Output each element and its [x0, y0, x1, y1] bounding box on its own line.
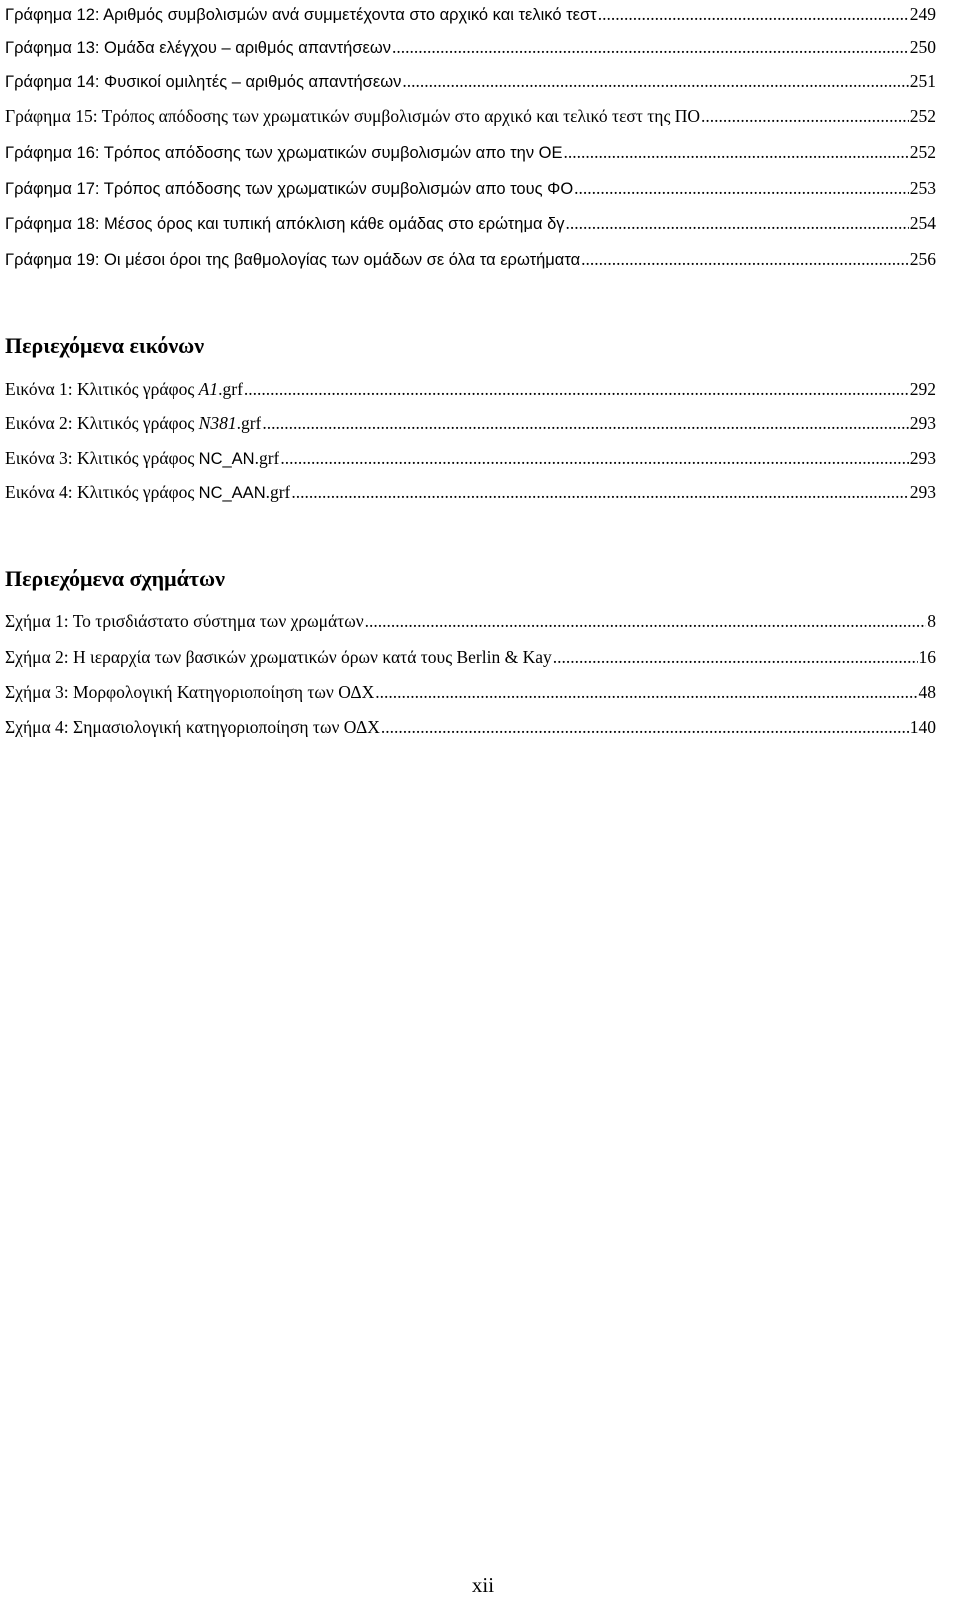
toc-entry-page: 251	[909, 71, 936, 91]
toc-entry-figure-2[interactable]	[5, 645, 936, 669]
image-label-prefix: Εικόνα 2: Κλιτικός γράφος	[5, 413, 199, 433]
toc-entry-label	[5, 411, 261, 435]
dot-leader	[581, 247, 909, 271]
toc-entry-page: 292	[909, 379, 936, 399]
toc-entry-label: Γράφημα 19: Οι μέσοι όροι της βαθμολογίας των ομάδων σε όλα τα ερωτήματα	[5, 251, 581, 269]
toc-entry-label: Σχήμα 4: Σημασιολογική κατηγοριοποίηση των ΟΔΧ	[5, 717, 380, 737]
dot-leader	[291, 480, 908, 504]
toc-entry-figure-3[interactable]	[5, 680, 936, 704]
dot-leader	[574, 176, 909, 200]
toc-entry-label: Σχήμα 3: Μορφολογική Κατηγοριοποίηση των ΟΔΧ	[5, 682, 375, 702]
toc-entry-page: 254	[909, 213, 936, 233]
toc-entry-page: 252	[909, 142, 936, 162]
toc-entry-page: 293	[909, 413, 936, 433]
toc-entry-chart-16[interactable]	[5, 140, 936, 164]
dot-leader	[365, 609, 927, 633]
image-file-name: N381	[198, 413, 237, 433]
dot-leader	[553, 645, 918, 669]
image-label-prefix: Εικόνα 3: Κλιτικός γράφος	[5, 448, 199, 468]
toc-entry-label: Γράφημα 17: Τρόπος απόδοσης των χρωματικών συμβολισμών απο τους ΦΟ	[5, 180, 574, 198]
toc-entry-page: 249	[909, 4, 936, 24]
images-section-heading: Περιεχόμενα εικόνων	[5, 333, 205, 358]
dot-leader	[392, 35, 909, 59]
image-label-prefix: Εικόνα 4: Κλιτικός γράφος	[5, 482, 199, 502]
toc-entry-label	[5, 446, 279, 471]
toc-entry-label	[5, 480, 290, 505]
toc-entry-chart-12[interactable]	[5, 2, 936, 26]
toc-entry-image-2[interactable]	[5, 411, 936, 435]
image-file-name: A1	[198, 379, 219, 399]
dot-leader	[564, 140, 909, 164]
dot-leader	[598, 2, 909, 26]
toc-entry-image-4[interactable]	[5, 480, 936, 504]
toc-entry-label: Γράφημα 16: Τρόπος απόδοσης των χρωματικών συμβολισμών απο την ΟΕ	[5, 144, 563, 162]
toc-entry-page: 253	[909, 178, 936, 198]
dot-leader	[701, 104, 909, 128]
toc-entry-label: Γράφημα 12: Αριθμός συμβολισμών ανά συμμετέχοντα στο αρχικό και τελικό τεστ	[5, 6, 597, 24]
toc-entry-image-3[interactable]	[5, 446, 936, 470]
toc-entry-chart-17[interactable]	[5, 176, 936, 200]
toc-entry-label: Γράφημα 18: Μέσος όρος και τυπική απόκλιση κάθε ομάδας στο ερώτημα δγ	[5, 215, 565, 233]
image-file-name: NC_AN	[198, 450, 255, 468]
toc-entry-label: Γράφημα 14: Φυσικοί ομιλητές – αριθμός απαντήσεων	[5, 73, 402, 91]
toc-entry-chart-19[interactable]	[5, 247, 936, 271]
toc-entry-label: Γράφημα 13: Ομάδα ελέγχου – αριθμός απαντήσεων	[5, 39, 392, 57]
figures-section-heading: Περιεχόμενα σχημάτων	[5, 566, 225, 591]
page-number: xii	[471, 1573, 495, 1597]
dot-leader	[262, 411, 908, 435]
toc-entry-page: 16	[918, 647, 936, 667]
toc-entry-page: 140	[909, 717, 936, 737]
toc-entry-chart-13[interactable]	[5, 35, 936, 59]
page-number-footer	[0, 1572, 960, 1598]
image-label-prefix: Εικόνα 1: Κλιτικός γράφος	[5, 379, 199, 399]
image-file-name: NC_AAN	[198, 484, 266, 502]
dot-leader	[566, 211, 909, 235]
dot-leader	[402, 69, 908, 93]
toc-entry-label	[5, 377, 243, 401]
dot-leader	[244, 377, 909, 401]
toc-entry-chart-14[interactable]	[5, 69, 936, 93]
toc-entry-page: 48	[918, 682, 936, 702]
toc-entry-figure-4[interactable]	[5, 715, 936, 739]
toc-entry-chart-18[interactable]	[5, 211, 936, 235]
toc-entry-label: Σχήμα 2: Η ιεραρχία των βασικών χρωματικών όρων κατά τους Berlin & Kay	[5, 647, 552, 667]
toc-entry-page: 293	[909, 482, 936, 502]
image-file-ext: .grf	[254, 448, 280, 468]
image-file-ext: .grf	[236, 413, 262, 433]
toc-entry-page: 256	[909, 249, 936, 269]
toc-entry-page: 293	[909, 448, 936, 468]
toc-entry-chart-15[interactable]	[5, 104, 936, 128]
dot-leader	[375, 680, 917, 704]
toc-entry-page: 250	[909, 37, 936, 57]
image-file-ext: .grf	[265, 482, 291, 502]
toc-entry-label: Σχήμα 1: Το τρισδιάστατο σύστημα των χρωμάτων	[5, 611, 364, 631]
toc-entry-page: 8	[927, 611, 936, 631]
dot-leader	[280, 446, 908, 470]
toc-entry-image-1[interactable]	[5, 377, 936, 401]
image-file-ext: .grf	[218, 379, 243, 399]
dot-leader	[381, 715, 909, 739]
toc-entry-figure-1[interactable]	[5, 609, 936, 633]
toc-entry-label: Γράφημα 15: Τρόπος απόδοσης των χρωματικών συμβολισμών στο αρχικό και τελικό τεστ της ΠΟ	[5, 106, 701, 126]
toc-entry-page: 252	[909, 106, 936, 126]
